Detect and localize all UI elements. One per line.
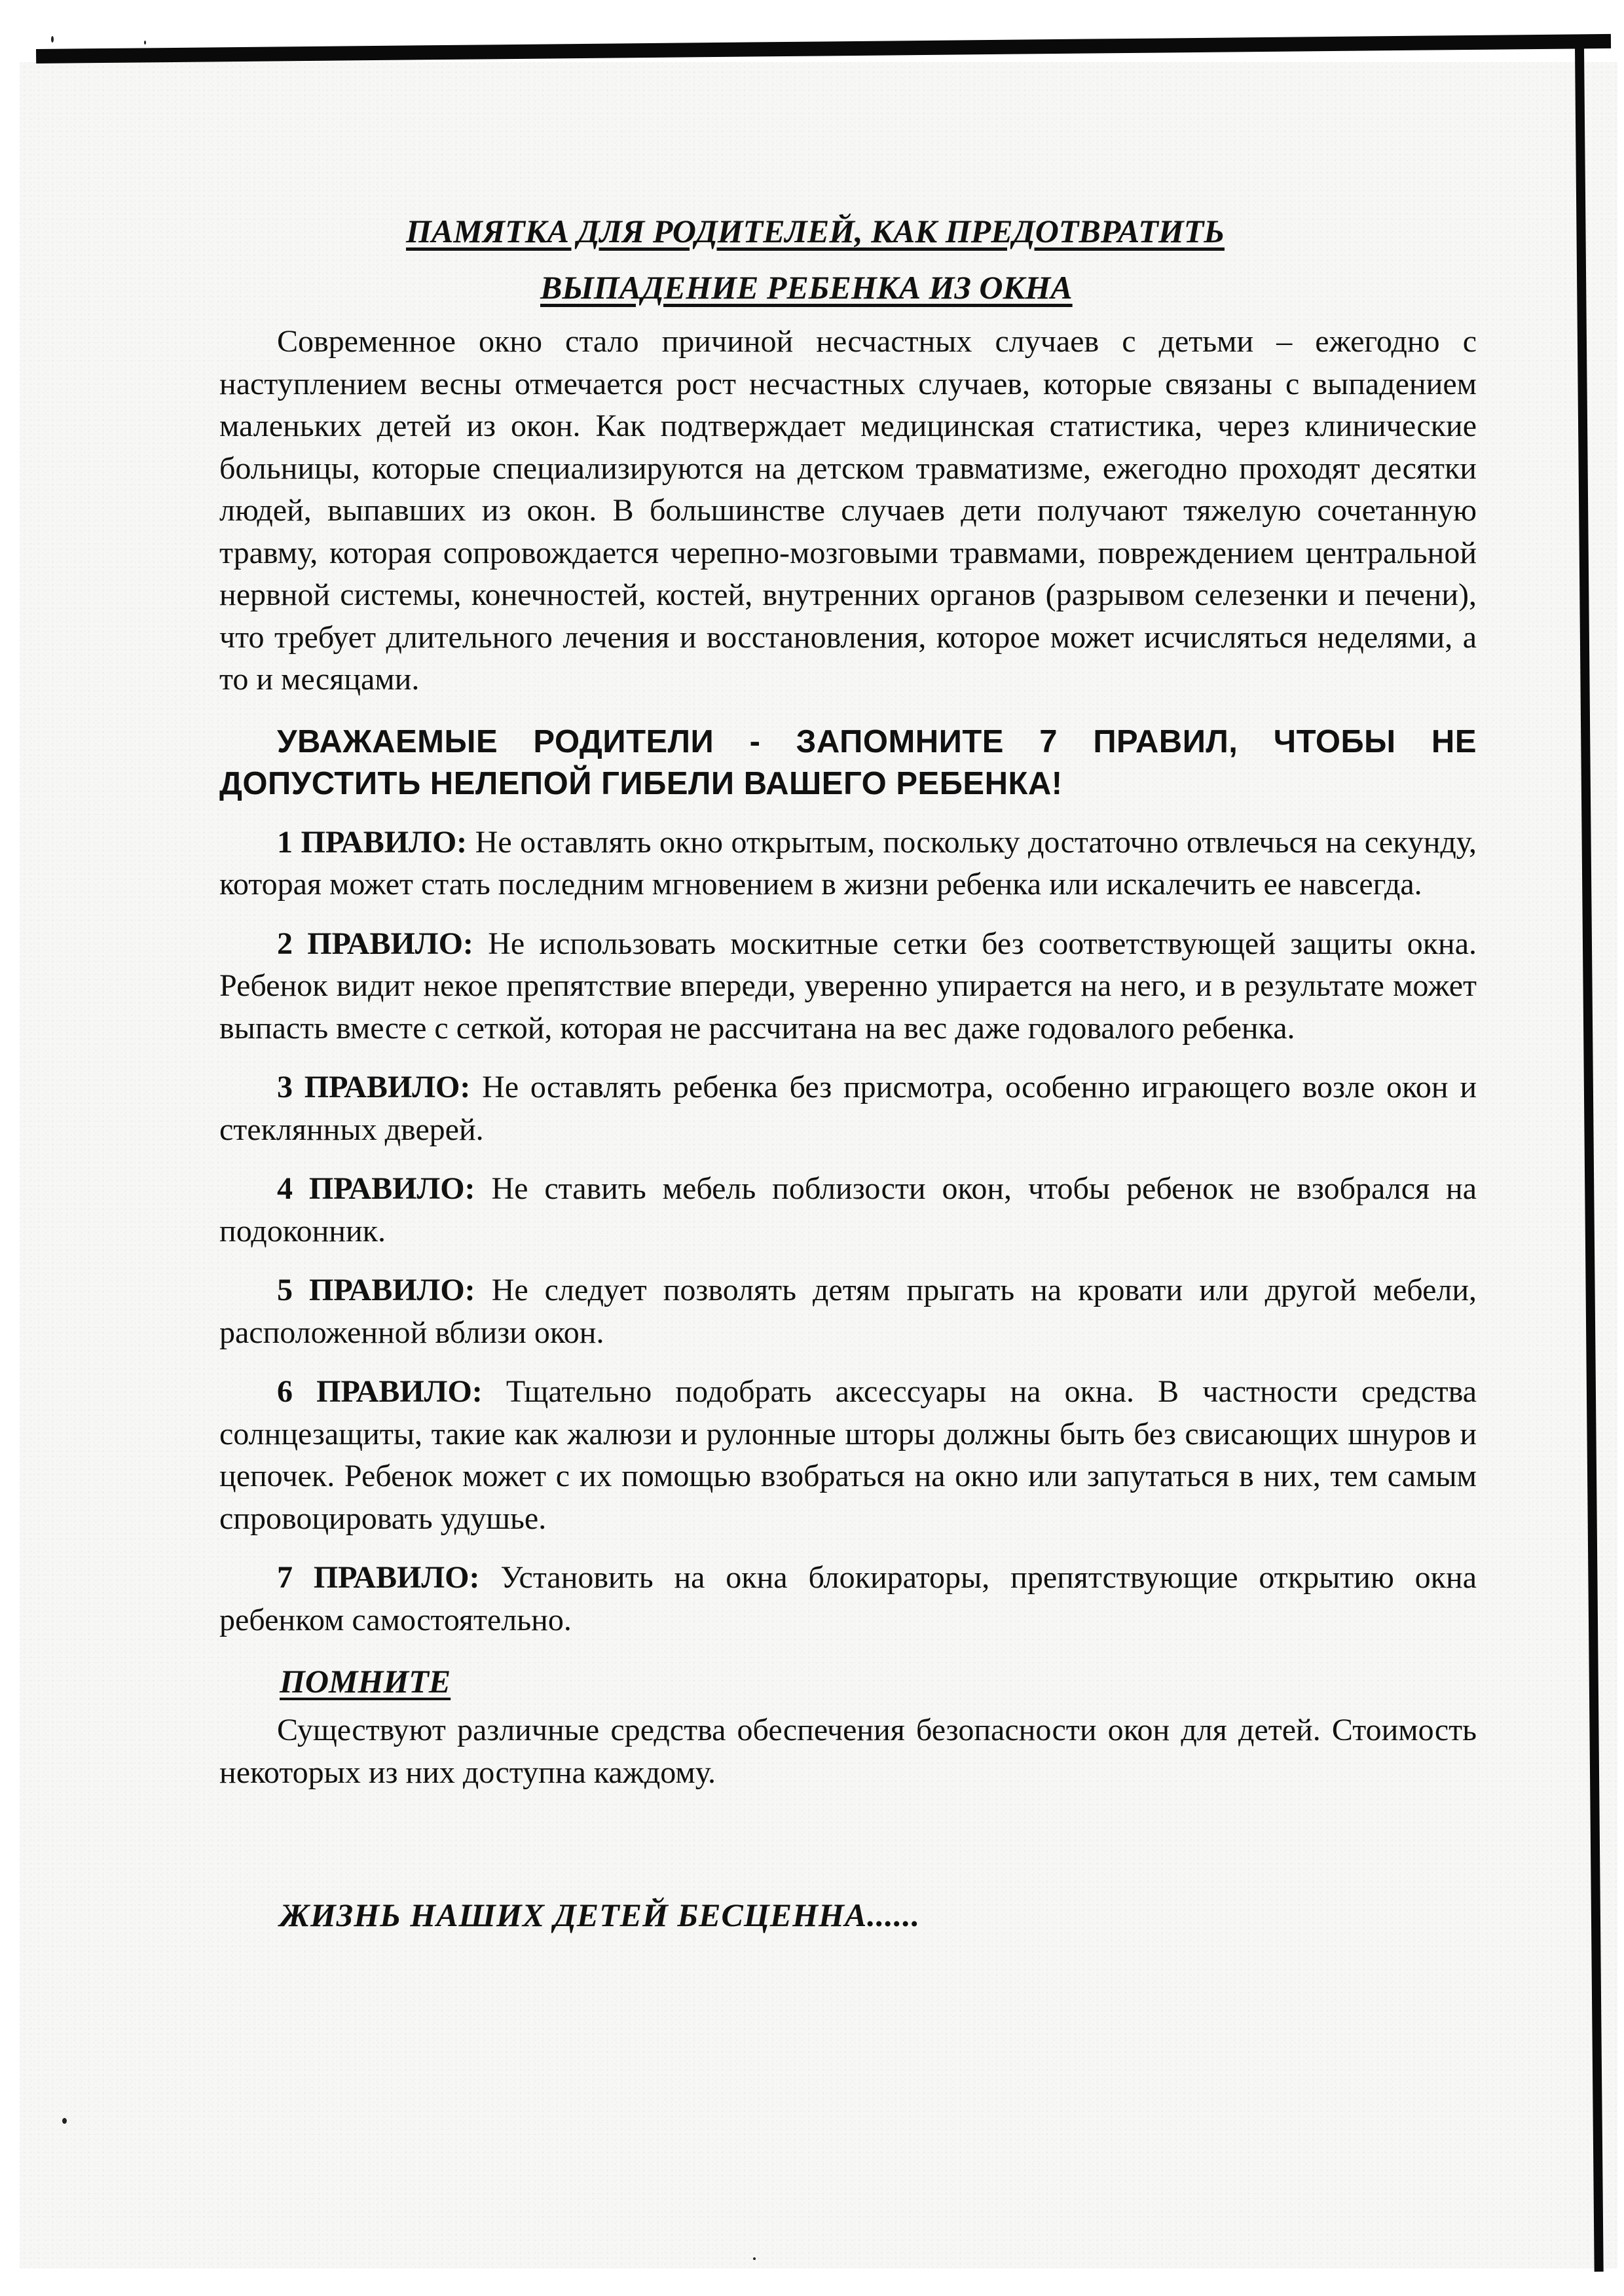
rule-text: Не оставлять ребенка без присмотра, особенно играющего возле окон и стеклянных дверей. <box>219 1070 1477 1147</box>
rule-4 <box>219 1168 1477 1252</box>
rule-text: Тщательно подобрать аксессуары на окна. В частности средства солнцезащиты, такие как жалюзи и рулонные шторы должны быть без свисающих шнуров и цепочек. Ребенок может с их помощью взобраться на окно или запутаться в них, тем самым спровоцировать удушье. <box>219 1374 1477 1536</box>
rule-label: 6 ПРАВИЛО: <box>277 1374 483 1409</box>
intro-paragraph: Современное окно стало причиной несчастных случаев с детьми – ежегодно с наступлением весны отмечается рост несчастных случаев, которые связаны с выпадением маленьких детей из окон. Как подтверждает медицинская статистика, через клинические больницы, которые специализируются на детском травматизме, ежегодно проходят десятки людей, выпавших из окон. В большинстве случаев дети получают тяжелую сочетанную травму, которая сопровождается черепно-мозговыми травмами, повреждением центральной нервной системы, конечностей, костей, внутренних органов (разрывом селезенки и печени), что требует длительного лечения и восстановления, которое может исчисляться неделями, а то и месяцами. <box>219 324 1477 697</box>
rule-label: 3 ПРАВИЛО: <box>277 1070 471 1104</box>
rule-label: 4 ПРАВИЛО: <box>277 1171 475 1206</box>
rule-2 <box>219 923 1477 1050</box>
rule-1 <box>219 822 1477 906</box>
scan-top-border <box>36 34 1611 64</box>
scan-speck <box>51 36 54 43</box>
rule-text: Установить на окна блокираторы, препятствующие открытию окна ребенком самостоятельно. <box>219 1560 1477 1637</box>
title-line-2: ВЫПАДЕНИЕ РЕБЕНКА ИЗ ОКНА <box>540 269 1073 306</box>
document-page <box>219 203 1477 1938</box>
rule-text: Не ставить мебель поблизости окон, чтобы ребенок не взобрался на подоконник. <box>219 1171 1477 1248</box>
rule-text: Не следует позволять детям прыгать на кровати или другой мебели, расположенной вблизи окон. <box>219 1273 1477 1350</box>
rule-7 <box>219 1557 1477 1641</box>
rule-label: 5 ПРАВИЛО: <box>277 1273 475 1307</box>
rule-label: 1 ПРАВИЛО: <box>277 824 468 860</box>
rule-3 <box>219 1066 1477 1151</box>
title-line-1: ПАМЯТКА ДЛЯ РОДИТЕЛЕЙ, КАК ПРЕДОТВРАТИТЬ <box>406 213 1225 249</box>
scan-speck <box>62 2118 67 2124</box>
rule-5 <box>219 1269 1477 1354</box>
rule-label: 7 ПРАВИЛО: <box>277 1560 480 1595</box>
scan-speck <box>144 41 146 45</box>
closing-line: ЖИЗНЬ НАШИХ ДЕТЕЙ БЕСЦЕННА...... <box>280 1897 921 1933</box>
remember-heading: ПОМНИТЕ <box>280 1663 451 1700</box>
rule-text: Не использовать москитные сетки без соответствующей защиты окна. Ребенок видит некое препятствие впереди, уверенно упирается на него, и в результате может выпасть вместе с сеткой, которая не рассчитана на вес даже годовалого ребенка. <box>219 926 1477 1046</box>
scan-speck <box>753 2257 756 2260</box>
remember-paragraph: Существуют различные средства обеспечения безопасности окон для детей. Стоимость некоторых из них доступна каждому. <box>219 1713 1477 1790</box>
rule-text: Не оставлять окно открытым, поскольку достаточно отвлечься на секунду, которая может стать последним мгновением в жизни ребенка или искалечить ее навсегда. <box>219 824 1477 902</box>
rule-label: 2 ПРАВИЛО: <box>277 926 473 961</box>
appeal-heading: УВАЖАЕМЫЕ РОДИТЕЛИ - ЗАПОМНИТЕ 7 ПРАВИЛ, ЧТОБЫ НЕ ДОПУСТИТЬ НЕЛЕПОЙ ГИБЕЛИ ВАШЕГО РЕБЕНКА! <box>219 723 1477 801</box>
rule-6 <box>219 1371 1477 1540</box>
